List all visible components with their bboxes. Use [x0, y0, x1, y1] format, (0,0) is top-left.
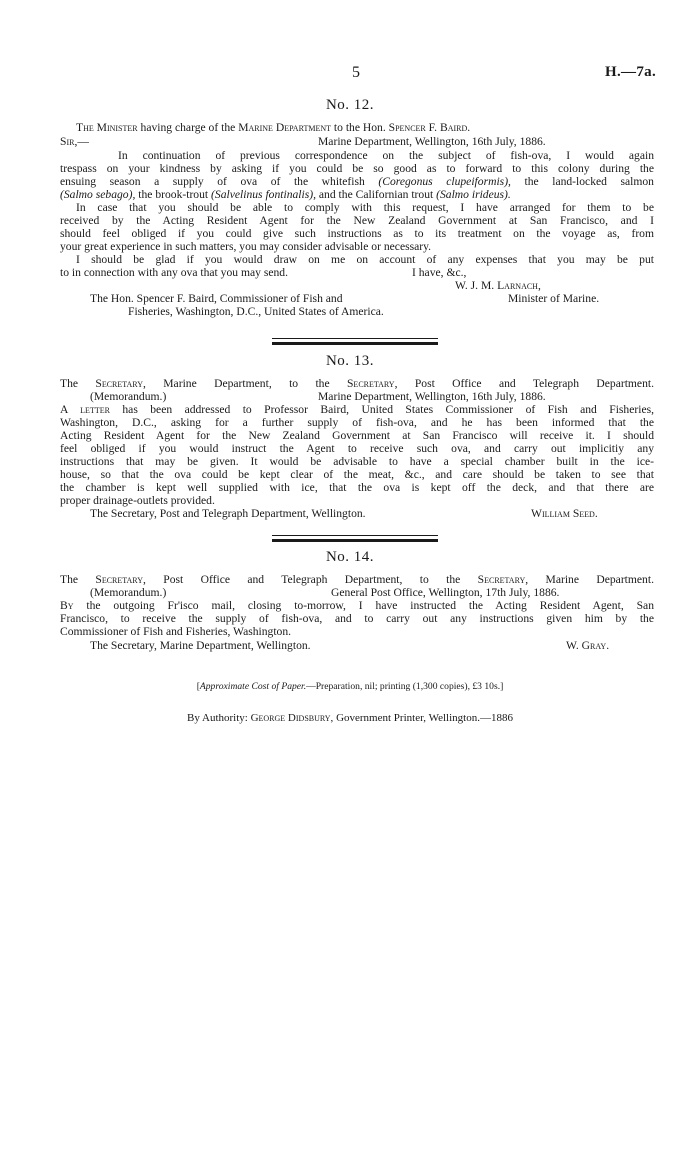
letter-12-addressee: The Hon. Spencer F. Baird, Commissioner of Fish and [90, 292, 343, 305]
letter-13-memo: (Memorandum.) [90, 390, 167, 403]
letter-12-body-line: should feel obliged if you could give such instructions as to its treatment on the voyage as, from [60, 227, 654, 240]
letter-12-body-line: In case that you should be able to comply with this request, I have arranged for them to be [76, 201, 654, 214]
printer-authority-line: By Authority: George Didsbury, Government Printer, Wellington.—1886 [187, 712, 513, 724]
letter-13-place-date: Marine Department, Wellington, 16th July, 1886. [318, 390, 546, 403]
letter-13-body-line: house, so that the ova could be kept clear of the meat, &c., and care should be taken to see that [60, 468, 654, 481]
letter-12-signature-title: Minister of Marine. [508, 292, 600, 305]
document-reference: H.—7a. [605, 64, 656, 80]
letter-13-body-line: A letter has been addressed to Professor Baird, United States Commissioner of Fish and Fisheries, [60, 403, 655, 416]
letter-12-place-date: Marine Department, Wellington, 16th July, 1886. [318, 135, 546, 148]
letter-12-closing: I have, &c., [412, 266, 467, 279]
section-divider [272, 539, 438, 542]
letter-12-body-line: In continuation of previous correspondence on the subject of fish-ova, I would again [118, 149, 654, 162]
letter-12-body-line: ensuing season a supply of ova of the whitefish (Coregonus clupeiformis), the land-locked salmon [60, 175, 654, 188]
letter-13-body-line: proper drainage-outlets provided. [60, 494, 215, 507]
letter-12-heading: No. 12. [325, 97, 375, 113]
letter-13-body-line: Acting Resident Agent for the New Zealand Government at San Francisco will receive it. I should [60, 429, 654, 442]
section-divider [272, 342, 438, 345]
letter-13-body-line: Washington, D.C., asking for a further supply of fish-ova, and he has been informed that the [60, 416, 654, 429]
letter-12-body-line: received by the Acting Resident Agent for the New Zealand Government at San Francisco, and I [60, 214, 654, 227]
letter-13-heading: No. 13. [325, 353, 375, 369]
letter-14-memo: (Memorandum.) [90, 586, 167, 599]
letter-12-body-line: to in connection with any ova that you may send. [60, 266, 288, 279]
cost-of-paper-note: [Approximate Cost of Paper.—Preparation, nil; printing (1,300 copies), £3 10s.] [196, 681, 504, 692]
letter-13-title: The Secretary, Marine Department, to the Secretary, Post Office and Telegraph Department. [60, 377, 654, 390]
letter-13-addressee: The Secretary, Post and Telegraph Department, Wellington. [90, 507, 366, 520]
letter-13-body-line: feel obliged if you would instruct the Agent to receive such ova, and carry out implicitiy any [60, 442, 654, 455]
letter-12-body-line: your great experience in such matters, you may consider advisable or necessary. [60, 240, 432, 253]
letter-12-body-line: (Salmo sebago), the brook-trout (Salvelinus fontinalis), and the Californian trout (Salmo irideus). [60, 188, 511, 201]
letter-14-title: The Secretary, Post Office and Telegraph Department, to the Secretary, Marine Department. [60, 573, 654, 586]
letter-12-signature: W. J. M. Larnach, [455, 279, 541, 292]
page-number: 5 [352, 64, 360, 81]
letter-14-body-line: Francisco, to receive the supply of fish-ova, and to carry out any instructions given him by the [60, 612, 654, 625]
letter-14-body-line: By the outgoing Fr'isco mail, closing to-morrow, I have instructed the Acting Resident Agent, San [60, 599, 654, 612]
letter-13-body-line: the chamber is kept well supplied with ice, that the ova is kept off the deck, and that there are [60, 481, 654, 494]
letter-13-body-line: instructions that may be given. It would be advisable to have a special chamber built in the ice- [60, 455, 654, 468]
letter-12-addressee: Fisheries, Washington, D.C., United States of America. [128, 305, 384, 318]
letter-12-body-line: trespass on your kindness by asking if you could be so good as to forward to this colony during the [60, 162, 654, 175]
letter-14-body-line: Commissioner of Fish and Fisheries, Washington. [60, 625, 292, 638]
letter-12-title: The Minister having charge of the Marine Department to the Hon. Spencer F. Baird. [76, 121, 471, 134]
letter-14-heading: No. 14. [325, 549, 375, 565]
letter-12-body-line: I should be glad if you would draw on me on account of any expenses that you may be put [76, 253, 654, 266]
letter-14-addressee: The Secretary, Marine Department, Wellington. [90, 639, 311, 652]
letter-13-signature: William Seed. [531, 507, 598, 520]
letter-14-place-date: General Post Office, Wellington, 17th July, 1886. [331, 586, 560, 599]
letter-12-salutation: Sir,— [60, 135, 89, 148]
letter-14-signature: W. Gray. [566, 639, 610, 652]
